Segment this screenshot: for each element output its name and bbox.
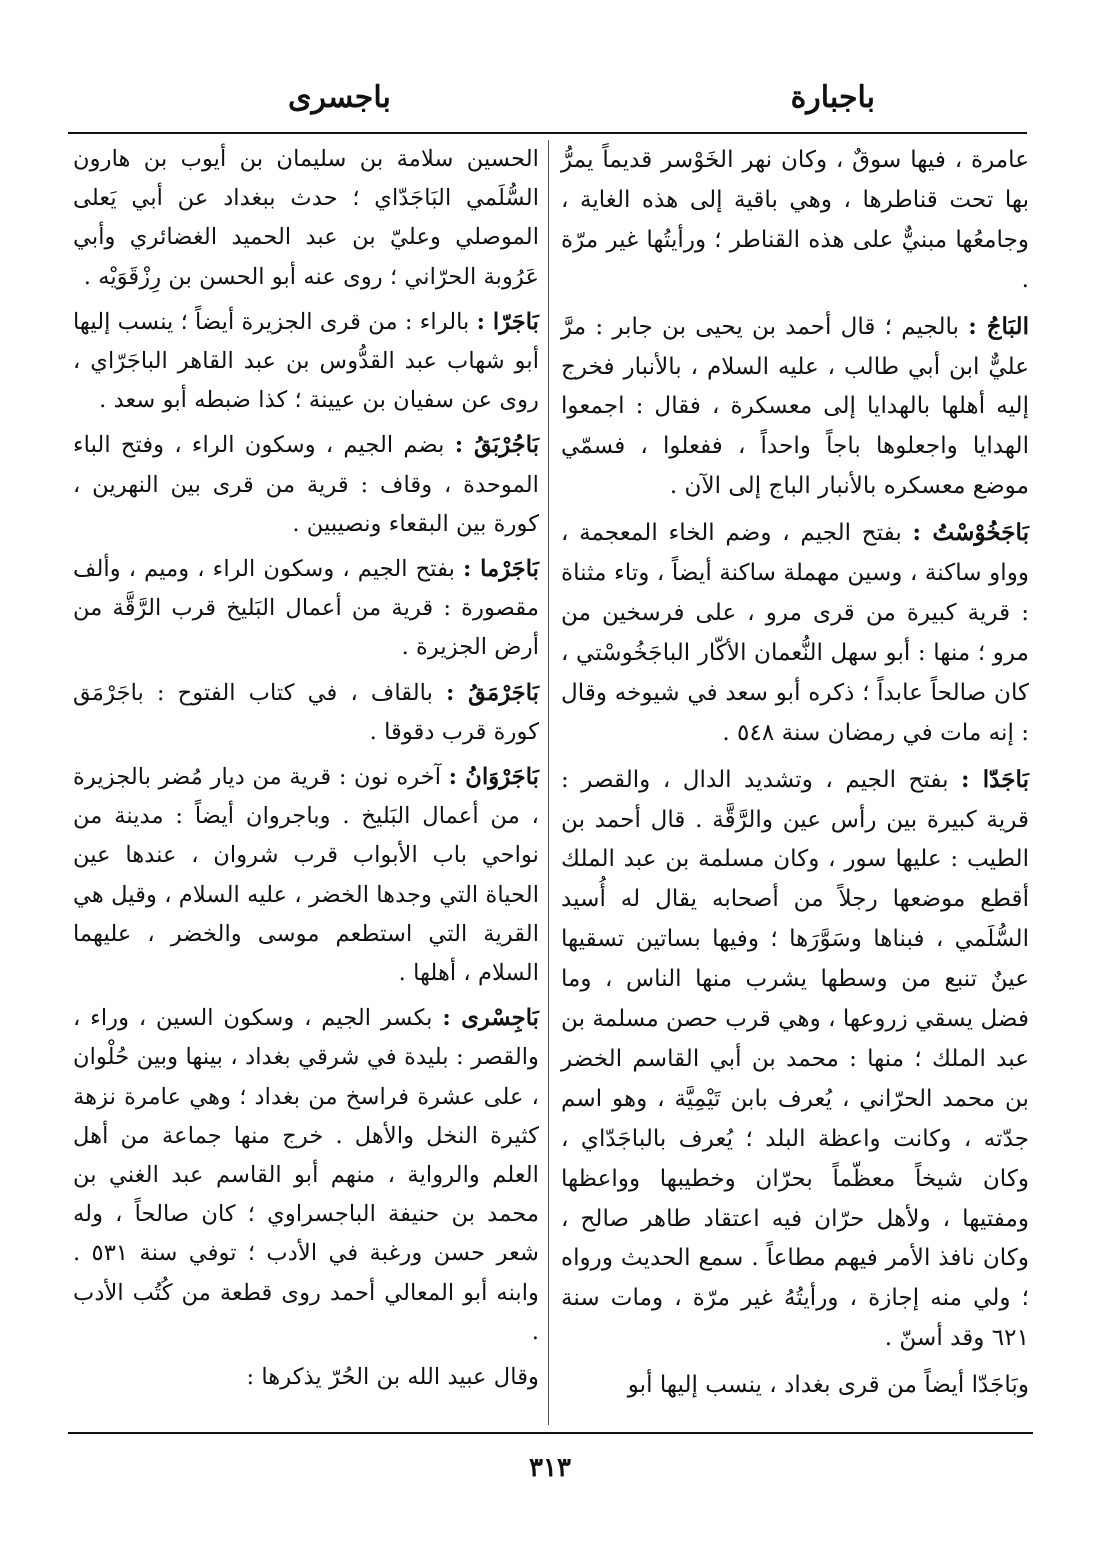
right-column — [561, 140, 1029, 1412]
entry-continuation: عامرة ، فيها سوقٌ ، وكان نهر الخَوْسر قديماً يمرُّ بها تحت قناطرها ، وهي باقية إلى هذه الغاية ، وجامعُها مبنيٌّ على هذه القناطر ؛ ورأيتُها غير مرّة . — [561, 147, 1029, 293]
running-headword-right: باجبارة — [790, 80, 875, 115]
entry-bajisra: بَاجِسْرى : بكسر الجيم ، وسكون السين ، وراء ، والقصر : بليدة في شرقي بغداد ، بينها وبين حُلْوان ، على عشرة فراسخ من بغداد ؛ وهي عامرة نزهة كثيرة النخل والأهل . خرج منها جماعة من أهل العلم والرواية ، منهم أبو القاسم عبد الغني بن محمد بن حنيفة الباجسراوي ؛ كان صالحاً ، وله شعر حسن ورغبة في الأدب ؛ توفي سنة ٥٣١ . وابنه أبو المعالي أحمد روى قطعة من كُتُب الأدب . — [73, 1005, 539, 1345]
entry-bajadda: بَاجَدّا : بفتح الجيم ، وتشديد الدال ، والقصر : قرية كبيرة بين رأس عين والرَّقَّة . قال أحمد بن الطيب : عليها سور ، وكان مسلمة بن عبد الملك أقطع موضعها رجلاً من أصحابه يقال له أُسيد السُّلَمي ، فبناها وسَوَّرَها ؛ وفيها بساتين تسقيها عينٌ تنبع من وسطها يشرب منها الناس ، وما فضل يسقي زروعها ، وهي قرب حصن مسلمة بن عبد الملك ؛ منها : محمد بن أبي القاسم الخضر بن محمد الحرّاني ، يُعرف بابن تَيْمِيَّة ، وهو اسم جدّته ، وكانت واعظة البلد ؛ يُعرف بالباجَدّاي ، وكان شيخاً معظّماً بحرّان وخطيبها وواعظها ومفتيها ، ولأهل حرّان فيه اعتقاد طاهر صالح ، وكان نافذ الأمر فيهم مطاعاً . سمع الحديث ورواه ؛ ولي منه إجازة ، ورأيتُهُ غير مرّة ، ومات سنة ٦٢١ وقد أسنّ . — [561, 765, 1030, 1352]
entry-al-baj: البَاجُ : بالجيم ؛ قال أحمد بن يحيى بن جابر : مرَّ عليٌّ ابن أبي طالب ، عليه السلام ، بالأنبار فخرج إليه أهلها بالهدايا إلى معسكرة ، فقال : اجمعوا الهدايا واجعلوها باجاً واحداً ، ففعلوا ، فسمّي موضع معسكره بالأنبار الباج إلى الآن . — [561, 312, 1029, 500]
entry-bajarma: بَاجَرْما : بفتح الجيم ، وسكون الراء ، وميم ، وألف مقصورة : قرية من أعمال البَليخ قرب الرَّقَّة من أرض الجزيرة . — [73, 556, 540, 661]
page-number: ٣١٣ — [529, 1453, 571, 1483]
running-headword-left: باجسرى — [288, 80, 391, 115]
entry-bajarwan: بَاجَرْوَانُ : آخره نون : قرية من ديار مُضر بالجزيرة ، من أعمال البَليخ . وباجروان أيضاً : مدينة من نواحي باب الأبواب قرب شروان ، عندها عين الحياة التي وجدها الخضر ، عليه السلام ، وقيل هي القرية التي استطعم موسى والخضر ، عليهما السلام ، أهلها . — [73, 764, 539, 987]
left-column — [73, 140, 539, 1403]
entry-bajarmaq: بَاجَرْمَقُ : بالقاف ، في كتاب الفتوح : باجَرْمَق كورة قرب دقوقا . — [73, 679, 539, 745]
entry-bajadda-baghdad: وبَاجَدّا أيضاً من قرى بغداد ، ينسب إليها أبو — [627, 1372, 1029, 1399]
footer-rule — [68, 1432, 1033, 1434]
entry-poem-intro: وقال عبيد الله بن الحُرّ يذكرها : — [246, 1364, 539, 1391]
entry-bajurbaq: بَاجُرْبَقُ : بضم الجيم ، وسكون الراء ، وفتح الباء الموحدة ، وقاف : قرية من قرى بين النهرين ، كورة بين البقعاء ونصيبين . — [73, 432, 540, 537]
header-rule — [68, 132, 1027, 134]
entry-bajarra: بَاجَرّا : بالراء : من قرى الجزيرة أيضاً ؛ ينسب إليها أبو شهاب عبد القدُّوس بن عبد القاهر الباجَرّاي ، روى عن سفيان بن عيينة ؛ كذا ضبطه أبو سعد . — [73, 308, 539, 414]
column-divider — [548, 140, 549, 1425]
entry-bajakhust: بَاجَخُوْسْتُ : بفتح الجيم ، وضم الخاء المعجمة ، وواو ساكنة ، وسين مهملة ساكنة أيضاً ، وتاء مثناة : قرية كبيرة من قرى مرو ، على فرسخين من مرو ؛ منها : أبو سهل النُّعمان الأكّار الباجَخُوسْتي ، كان صالحاً عابداً ؛ ذكره أبو سعد في شيوخه وقال : إنه مات في رمضان سنة ٥٤٨ . — [561, 519, 1029, 746]
entry-continuation-left: الحسين سلامة بن سليمان بن أيوب بن هارون السُّلَمي البَاجَدّاي ؛ حدث ببغداد عن أبي يَعلى الموصلي وعليّ بن عبد الحميد الغضائري وأبي عَرُوبة الحرّاني ؛ روى عنه أبو الحسن بن رِزْقَوَيْه . — [73, 146, 539, 290]
